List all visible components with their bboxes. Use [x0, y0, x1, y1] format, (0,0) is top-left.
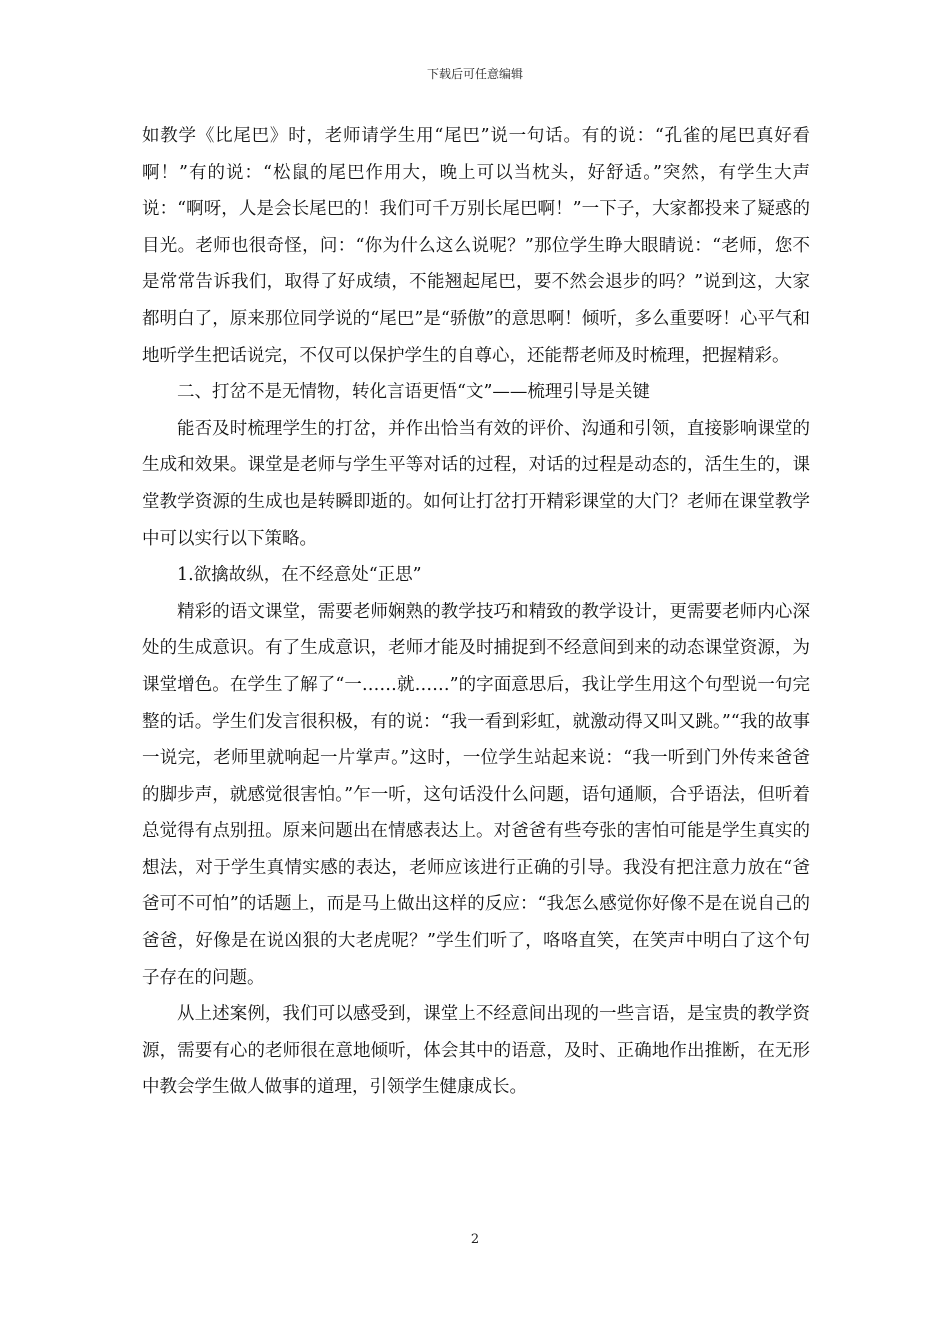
- section-heading-2: 二、打岔不是无情物，转化言语更悟“文”——梳理引导是关键: [177, 382, 650, 403]
- paragraph-tail-example: 如教学《比尾巴》时，老师请学生用“尾巴”说一句话。有的说：“孔雀的尾巴真好看啊！”有的说：“松鼠的尾巴作用大，晚上可以当枕头，好舒适。”突然，有学生大声说：“啊呀，人是会长尾巴的！我们可千万别长尾巴啊！”一下子，大家都投来了疑惑的目光。老师也很奇怪，问：“你为什么这么说呢？”那位学生睁大眼睛说：“老师，您不是常常告诉我们，取得了好成绩，不能翘起尾巴，要不然会退步的吗？”说到这，大家都明白了，原来那位同学说的“尾巴”是“骄傲”的意思啊！倾听，多么重要呀！心平气和地听学生把话说完，不仅可以保护学生的自尊心，还能帮老师及时梳理，把握精彩。: [142, 126, 810, 366]
- paragraph-case: 精彩的语文课堂，需要老师娴熟的教学技巧和精致的教学设计，更需要老师内心深处的生成意识。有了生成意识，老师才能及时捕捉到不经意间到来的动态课堂资源，为课堂增色。在学生了解了“一……就……”的字面意思后，我让学生用这个句型说一句完整的话。学生们发言很积极，有的说：“我一看到彩虹，就激动得又叫又跳。”“我的故事一说完，老师里就响起一片掌声。”这时，一位学生站起来说：“我一听到门外传来爸爸的脚步声，就感觉很害怕。”乍一听，这句话没什么问题，语句通顺，合乎语法，但听着总觉得有点别扭。原来问题出在情感表达上。对爸爸有些夸张的害怕可能是学生真实的想法，对于学生真情实感的表达，老师应该进行正确的引导。我没有把注意力放在“爸爸可不可怕”的话题上，而是马上做出这样的反应：“我怎么感觉你好像不是在说自己的爸爸，好像是在说凶狠的大老虎呢？”学生们听了，咯咯直笑，在笑声中明白了这个句子存在的问题。: [142, 601, 810, 988]
- page-header: 下载后可任意编辑: [426, 67, 523, 81]
- subsection-heading-1: 1.欲擒故纵，在不经意处“正思”: [177, 565, 422, 586]
- page-number: 2: [470, 1232, 480, 1247]
- paragraph-conclusion: 从上述案例，我们可以感受到，课堂上不经意间出现的一些言语，是宝贵的教学资源，需要有心的老师很在意地倾听，体会其中的语意，及时、正确地作出推断，在无形中教会学生做人做事的道理，引领学生健康成长。: [142, 1004, 810, 1098]
- paragraph-intro: 能否及时梳理学生的打岔，并作出恰当有效的评价、沟通和引领，直接影响课堂的生成和效果。课堂是老师与学生平等对话的过程，对话的过程是动态的，活生生的，课堂教学资源的生成也是转瞬即逝的。如何让打岔打开精彩课堂的大门？老师在课堂教学中可以实行以下策略。: [142, 418, 810, 549]
- document-body: [142, 118, 810, 1106]
